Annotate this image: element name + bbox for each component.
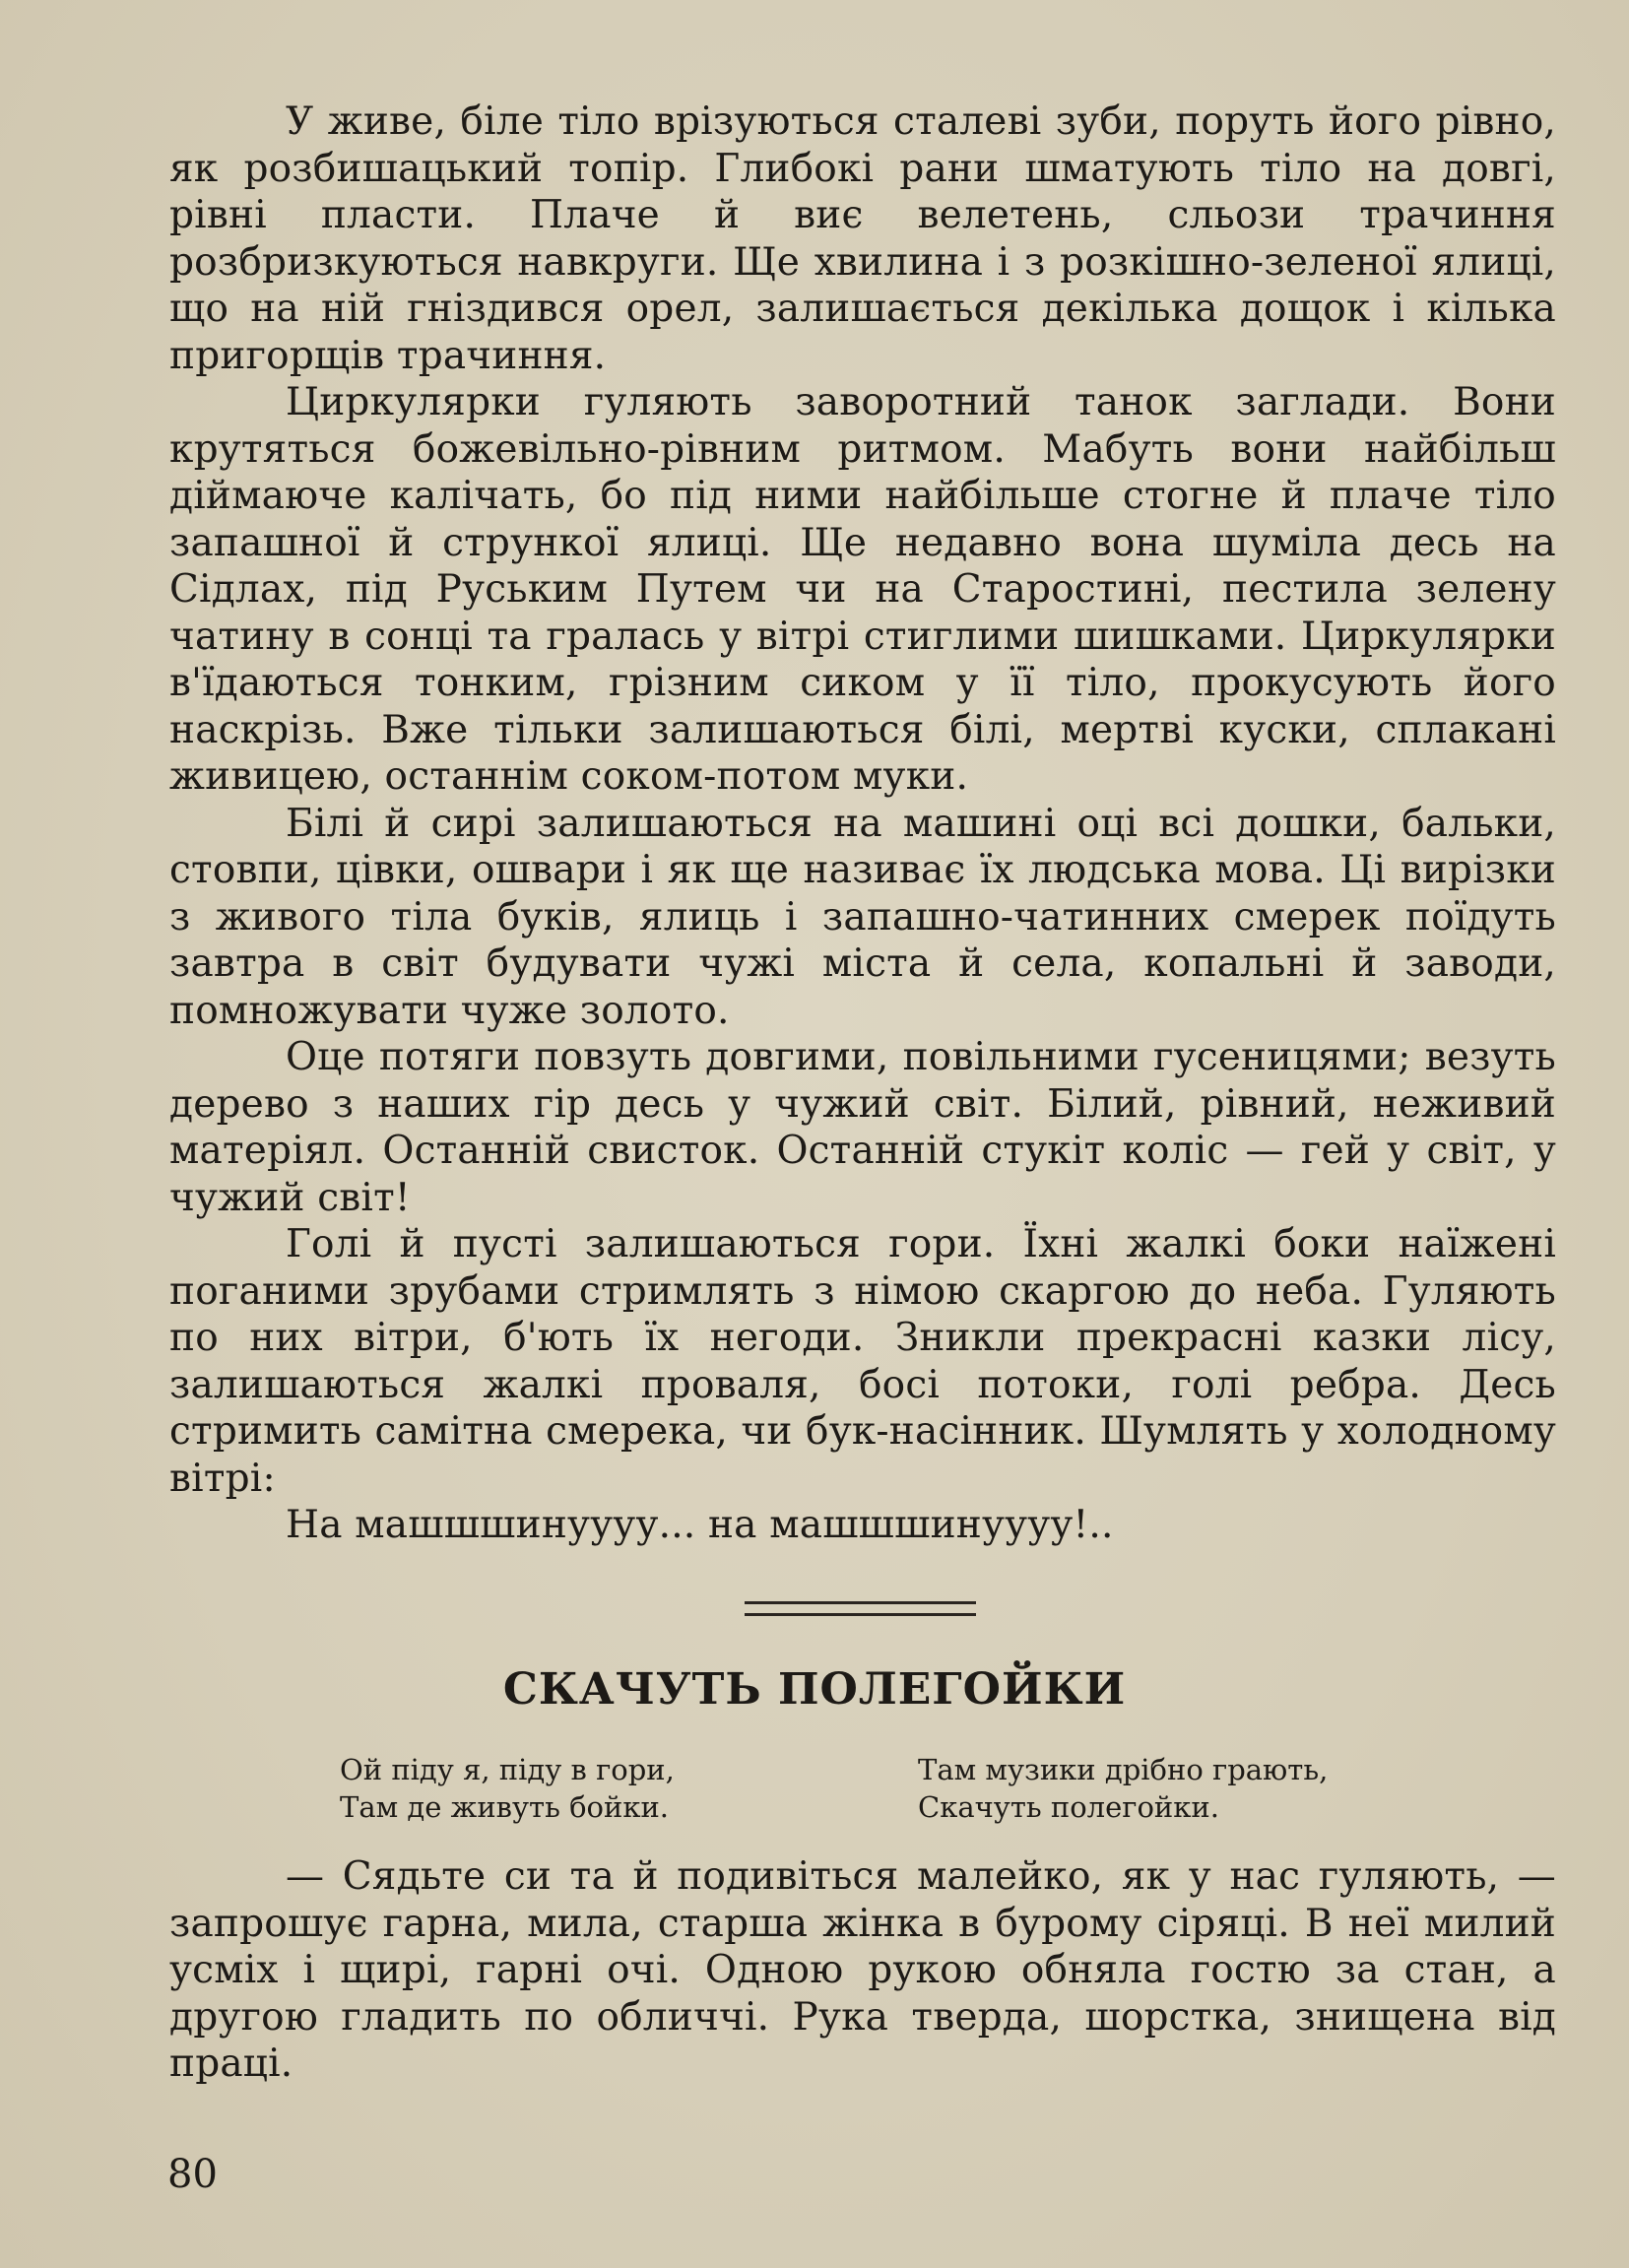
text-block-bottom [169, 1853, 1556, 2088]
text-block-top [169, 98, 1556, 1549]
epigraph-verse-right [918, 1751, 1328, 1826]
section-divider [745, 1601, 976, 1616]
paragraph: На машшшинуууу... на машшшинуууу!.. [286, 1503, 1114, 1547]
paragraph: — Сядьте си та й подивіться малейко, як у нас гуляють, — запрошує гарна, мила, старша жінка в бурому сіряці. В неї милий усміх і щирі, гарні очі. Одною рукою обняла гостю за стан, а другою гладить по обличчі. Рука тверда, шорстка, знищена від праці. [169, 1854, 1556, 2086]
verse-line: Скачуть полегойки. [918, 1790, 1219, 1824]
paragraph: Голі й пусті залишаються гори. Їхні жалкі боки наїжені поганими зрубами стримлять з німою скаргою до неба. Гуляють по них вітри, б'ють їх негоди. Зникли прекрасні казки лісу, залишаються жалкі проваля, босі потоки, голі ребра. Десь стримить самітна смерека, чи бук-насінник. Шумлять у холодному вітрі: [169, 1222, 1556, 1501]
verse-line: Там де живуть бойки. [340, 1790, 670, 1824]
paragraph: Циркулярки гуляють заворотний танок заглади. Вони крутяться божевільно-рівним ритмом. Мабуть вони найбільш діймаюче калічать, бо під ними найбільше стогне й плаче тіло запашної й стрункої ялиці. Ще недавно вона шуміла десь на Сідлах, під Руським Путем чи на Старостині, пестила зелену чатину в сонці та гралась у вітрі стиглими шишками. Циркулярки в'їдаються тонким, грізним сиком у її тіло, прокусують його наскрізь. Вже тільки залишаються білі, мертві куски, сплакані живицею, останнім соком-потом муки. [169, 380, 1556, 799]
paragraph: Оце потяги повзуть довгими, повільними гусеницями; везуть дерево з наших гір десь у чужий світ. Білий, рівний, неживий матеріял. Останній свисток. Останній стукіт коліс — гей у світ, у чужий світ! [169, 1035, 1556, 1220]
page-number: 80 [167, 2152, 218, 2197]
verse-line: Там музики дрібно грають, [918, 1753, 1329, 1786]
epigraph-verse-left [340, 1751, 675, 1826]
verse-line: Ой піду я, піду в гори, [340, 1753, 675, 1786]
section-title: СКАЧУТЬ ПОЛЕГОЙКИ [502, 1664, 1127, 1715]
paragraph: У живе, біле тіло врізуються сталеві зуби, поруть його рівно, як розбишацький топір. Глибокі рани шматують тіло на довгі, рівні пласти. Плаче й виє велетень, сльози трачиння розбризкуються навкруги. Ще хвилина і з розкішно-зеленої ялиці, що на ній гніздився орел, залишається декілька дощок і кілька пригорщів трачиння. [169, 99, 1556, 378]
paragraph: Білі й сирі залишаються на машині оці всі дошки, бальки, стовпи, цівки, ошвари і як ще називає їх людська мова. Ці вирізки з живого тіла буків, ялиць і запашно-чатинних смерек поїдуть завтра в світ будувати чужі міста й села, копальні й заводи, помножувати чуже золото. [169, 801, 1556, 1033]
